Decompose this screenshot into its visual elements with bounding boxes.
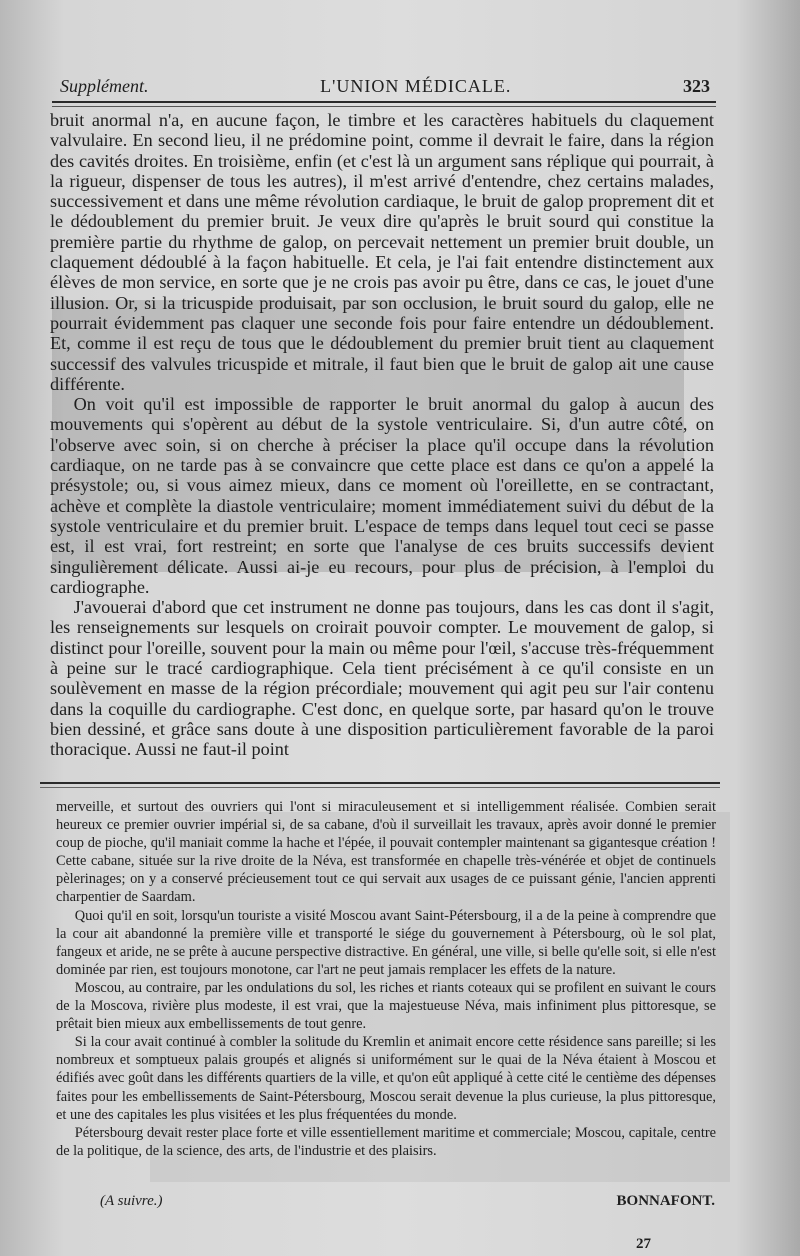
header-rule [52, 101, 716, 103]
article-body [50, 110, 714, 760]
header-rule-thin [52, 106, 716, 107]
to-be-continued: (A suivre.) [100, 1193, 163, 1209]
section-label: Supplément. [60, 75, 149, 96]
feuilleton-rule-thin [40, 787, 720, 788]
article-paragraph-1: bruit anormal n'a, en aucune façon, le timbre et les caractères habituels du claquement valvulaire. En second lieu, il ne prédomine point, comme il devrait le faire, dans la région des cavités droites. En troisième, enfin (et c'est là un argument sans réplique qui pourrait, à la rigueur, dispenser de tous les autres), il m'est arrivé d'entendre, chez certains malades, successivement et dans une même révolution cardiaque, le bruit de galop proprement dit et le dédoublement du premier bruit. Je veux dire qu'après le bruit sourd qui constitue la première partie du rhythme de galop, on percevait nettement un premier bruit double, un claquement dédoublé à la façon habituelle. Et cela, je l'ai fait entendre distinctement aux élèves de mon service, en sorte que je ne crois pas avoir pu être, dans ce cas, le jouet d'une illusion. Or, si la tricuspide produisait, par son occlusion, le bruit sourd du galop, elle ne pourrait évidemment pas claquer une seconde fois pour faire entendre un dédoublement. Et, comme il est reçu de tous que le dédoublement du premier bruit tient au claquement successif des valvules tricuspide et mitrale, il faut bien que le bruit de galop ait une cause différente. [50, 110, 714, 394]
feuilleton-rule [40, 782, 720, 784]
sheet-number: 27 [636, 1236, 651, 1252]
article-paragraph-2: On voit qu'il est impossible de rapporter le bruit anormal du galop à aucun des mouvements qui s'opèrent au début de la systole ventriculaire. Si, d'un autre côté, on l'observe avec soin, si on cherche à préciser la place qu'il occupe dans la révolution cardiaque, on ne tarde pas à se convaincre que cette place est dans ce qu'on a appelé la présystole; ou, si vous aimez mieux, dans ce moment où l'oreillette, en se contractant, achève et complète la diastole ventriculaire; moment immédiatement suivi du début de la systole ventriculaire et du premier bruit. L'espace de temps dans lequel tout ceci se passe est, il est vrai, fort restreint; en sorte que l'analyse de ces bruits successifs devient singulièrement délicate. Aussi ai-je eu recours, pour plus de précision, à l'emploi du cardiographe. [50, 394, 714, 597]
feuilleton-paragraph-5: Pétersbourg devait rester place forte et ville essentiellement maritime et commerciale; Moscou, capitale, centre de la politique, de la science, des arts, de l'industrie et des plaisirs. [56, 1124, 716, 1159]
feuilleton-signoff [100, 1193, 715, 1213]
feuilleton-paragraph-2: Quoi qu'il en soit, lorsqu'un touriste a visité Moscou avant Saint-Pétersbourg, il a de la peine à comprendre que la cour ait abandonné la première ville et transporté le siége du gouvernement à Pétersbourg, où le sol plat, fangeux et aride, ne se prête à aucune perspective distractive. En général, une ville, si belle qu'elle soit, si elle n'est dominée par rien, est toujours monotone, car l'art ne peut jamais remplacer les effets de la nature. [56, 907, 716, 978]
running-header [60, 74, 710, 98]
feuilleton-paragraph-3: Moscou, au contraire, par les ondulations du sol, les riches et riants coteaux qui se profilent en suivant le cours de la Moscova, rivière plus modeste, il est vrai, que la majestueuse Néva, mais infiniment plus pittoresque, se prêtait bien mieux aux embellissements de tout genre. [56, 979, 716, 1033]
page-number-top: 323 [682, 75, 710, 96]
journal-title: L'UNION MÉDICALE. [320, 75, 512, 96]
article-paragraph-3: J'avouerai d'abord que cet instrument ne donne pas toujours, dans les cas dont il s'agit, les renseignements sur lesquels on croirait pouvoir compter. Le mouvement de galop, si distinct pour l'oreille, souvent pour la main ou même pour l'œil, s'accuse très-fréquemment à peine sur le tracé cardiographique. Cela tient précisément à ce qu'il consiste en un soulèvement en masse de la région précordiale; mouvement qui agit peu sur l'air contenu dans la coquille du cardiographe. C'est donc, en quelque sorte, par hasard qu'on le trouve bien dessiné, et grâce sans doute à une disposition particulièrement favorable de la paroi thoracique. Aussi ne faut-il point [50, 597, 714, 760]
feuilleton-body [56, 798, 716, 1160]
feuilleton-paragraph-4: Si la cour avait continué à combler la solitude du Kremlin et animait encore cette résidence sans pareille; si les nombreux et somptueux palais groupés et alignés si uniformément sur le quai de la Néva étaient à Moscou et édifiés avec goût dans les différents quartiers de la ville, et qu'on eût appliqué à cette cité le centième des dépenses faites pour les embellissements de Saint-Pétersbourg, Moscou serait devenue la plus curieuse, la plus pittoresque, et une des capitales les plus visitées et les plus fréquentées du monde. [56, 1034, 716, 1123]
author-signature: BONNAFONT. [616, 1193, 715, 1209]
feuilleton-paragraph-1: merveille, et surtout des ouvriers qui l'ont si miraculeusement et si intelligemment réalisée. Combien serait heureux ce premier ouvrier impérial si, de sa cabane, d'où il surveillait les travaux, après avoir donné le premier coup de pioche, qu'il maniait comme la hache et l'épée, il pouvait contempler maintenant sa gigantesque création ! Cette cabane, située sur la rive droite de la Néva, est transformée en chapelle très-vénérée et objet de continuels pèlerinages; on y a conservé précieusement tout ce qui servait aux usages de ce puissant génie, l'ancien apprenti charpentier de Saardam. [56, 799, 716, 906]
